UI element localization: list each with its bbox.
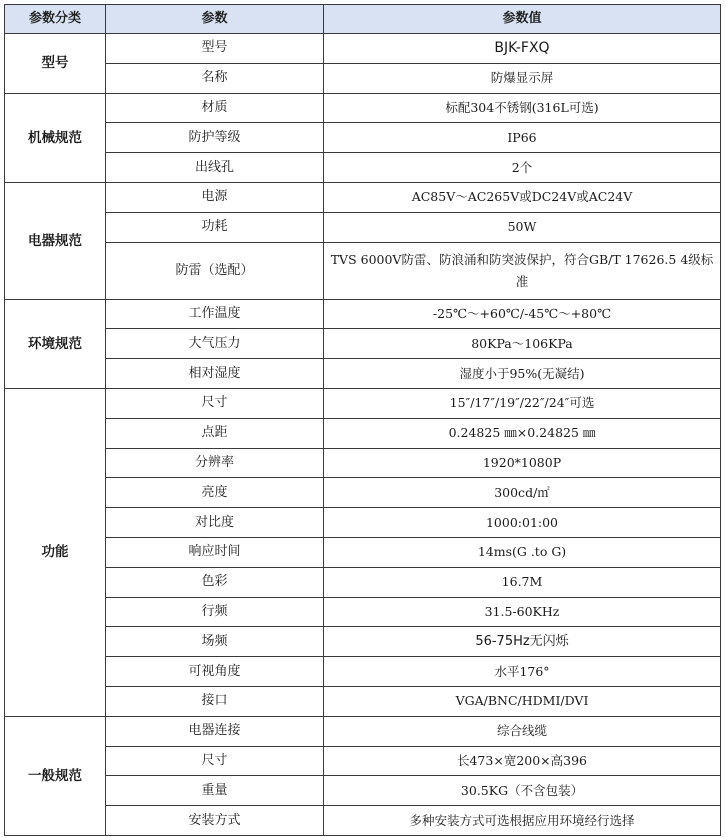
- table-row: [5, 123, 721, 153]
- header-value: 参数值: [324, 5, 721, 34]
- value-cell: 80KPa～106KPa: [324, 329, 721, 359]
- table-body: [5, 34, 721, 836]
- table-row: [5, 359, 721, 389]
- param-cell: 电源: [106, 182, 324, 212]
- table-header: [5, 5, 721, 34]
- param-cell: 安装方式: [106, 806, 324, 836]
- param-cell: 电器连接: [106, 716, 324, 746]
- param-cell: 相对湿度: [106, 359, 324, 389]
- param-cell: 分辨率: [106, 448, 324, 478]
- value-cell: 长473×宽200×高396: [324, 746, 721, 776]
- table-row: [5, 212, 721, 242]
- table-row: [5, 567, 721, 597]
- category-cell: 功能: [5, 388, 106, 716]
- value-cell: 湿度小于95%(无凝结): [324, 359, 721, 389]
- table-row: [5, 627, 721, 657]
- table-row: [5, 478, 721, 508]
- param-cell: 重量: [106, 776, 324, 806]
- header-category: 参数分类: [5, 5, 106, 34]
- table-row: [5, 388, 721, 418]
- spec-table: [4, 4, 721, 836]
- category-cell: 型号: [5, 34, 106, 94]
- value-cell: AC85V～AC265V或DC24V或AC24V: [324, 182, 721, 212]
- param-cell: 点距: [106, 418, 324, 448]
- value-cell: 2个: [324, 153, 721, 183]
- value-cell: BJK-FXQ: [324, 34, 721, 64]
- value-cell: 300cd/㎡: [324, 478, 721, 508]
- param-cell: 材质: [106, 93, 324, 123]
- table-row: [5, 448, 721, 478]
- value-cell: 防爆显示屏: [324, 63, 721, 93]
- table-row: [5, 597, 721, 627]
- table-row: [5, 182, 721, 212]
- param-cell: 出线孔: [106, 153, 324, 183]
- table-row: [5, 508, 721, 538]
- param-cell: 接口: [106, 686, 324, 716]
- param-cell: 名称: [106, 63, 324, 93]
- value-cell: 56-75Hz无闪烁: [324, 627, 721, 657]
- table-row: [5, 716, 721, 746]
- table-row: [5, 299, 721, 329]
- table-row: [5, 746, 721, 776]
- param-cell: 尺寸: [106, 746, 324, 776]
- category-cell: 电器规范: [5, 182, 106, 299]
- value-cell: IP66: [324, 123, 721, 153]
- value-cell: 标配304不锈钢(316L可选): [324, 93, 721, 123]
- table-row: [5, 93, 721, 123]
- param-cell: 功耗: [106, 212, 324, 242]
- table-row: [5, 537, 721, 567]
- header-param: 参数: [106, 5, 324, 34]
- param-cell: 对比度: [106, 508, 324, 538]
- param-cell: 行频: [106, 597, 324, 627]
- param-cell: 大气压力: [106, 329, 324, 359]
- header-row: [5, 5, 721, 34]
- value-cell: VGA/BNC/HDMI/DVI: [324, 686, 721, 716]
- value-cell: TVS 6000V防雷、防浪涌和防突波保护，符合GB/T 17626.5 4级标准: [324, 242, 721, 299]
- value-cell: 30.5KG（不含包装）: [324, 776, 721, 806]
- value-cell: 16.7M: [324, 567, 721, 597]
- value-cell: 1000:01:00: [324, 508, 721, 538]
- value-cell: 1920*1080P: [324, 448, 721, 478]
- table-row: [5, 63, 721, 93]
- param-cell: 防护等级: [106, 123, 324, 153]
- table-row: [5, 242, 721, 299]
- value-cell: 31.5-60KHz: [324, 597, 721, 627]
- param-cell: 工作温度: [106, 299, 324, 329]
- table-row: [5, 776, 721, 806]
- param-cell: 色彩: [106, 567, 324, 597]
- category-cell: 一般规范: [5, 716, 106, 835]
- category-cell: 机械规范: [5, 93, 106, 182]
- table-row: [5, 686, 721, 716]
- value-cell: 50W: [324, 212, 721, 242]
- table-row: [5, 34, 721, 64]
- param-cell: 亮度: [106, 478, 324, 508]
- table-row: [5, 153, 721, 183]
- param-cell: 尺寸: [106, 388, 324, 418]
- value-cell: 多种安装方式可选根据应用环境经行选择: [324, 806, 721, 836]
- param-cell: 型号: [106, 34, 324, 64]
- value-cell: 水平176°: [324, 657, 721, 687]
- param-cell: 防雷（选配）: [106, 242, 324, 299]
- table-row: [5, 806, 721, 836]
- table-row: [5, 657, 721, 687]
- table-row: [5, 418, 721, 448]
- value-cell: 综合线缆: [324, 716, 721, 746]
- param-cell: 场频: [106, 627, 324, 657]
- category-cell: 环境规范: [5, 299, 106, 388]
- value-cell: 0.24825 ㎜×0.24825 ㎜: [324, 418, 721, 448]
- param-cell: 响应时间: [106, 537, 324, 567]
- param-cell: 可视角度: [106, 657, 324, 687]
- value-cell: 14ms(G .to G): [324, 537, 721, 567]
- value-cell: 15″/17″/19″/22″/24″可选: [324, 388, 721, 418]
- table-row: [5, 329, 721, 359]
- value-cell: -25℃～+60℃/-45℃～+80℃: [324, 299, 721, 329]
